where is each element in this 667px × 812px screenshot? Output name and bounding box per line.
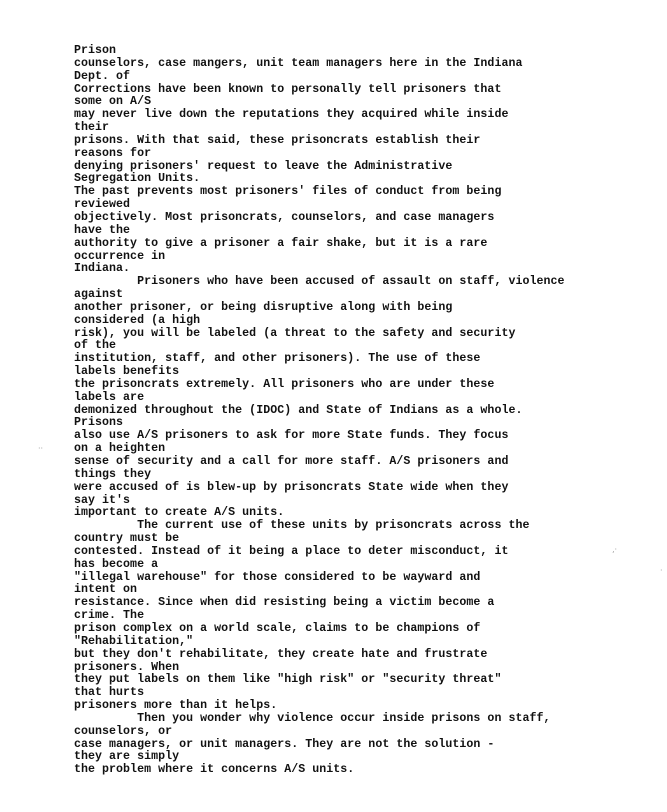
text-line: things they [74, 467, 152, 481]
text-line: considered (a high [74, 313, 201, 327]
text-line: important to create A/S units. [74, 506, 285, 520]
text-line: prisoners. When [74, 660, 180, 674]
text-line: some on A/S [74, 95, 152, 109]
document-body [74, 45, 654, 777]
text-line: occurrence in [74, 249, 166, 263]
text-line: resistance. Since when did resisting being a victim become a [74, 596, 495, 610]
text-line: the problem where it concerns A/S units. [74, 763, 355, 777]
text-line: their [74, 121, 110, 135]
text-line: they are simply [74, 750, 180, 764]
text-line: case managers, or unit managers. They are not the solution - [74, 737, 495, 751]
text-line: sense of security and a call for more staff. A/S prisoners and [74, 455, 509, 468]
text-line: that hurts [74, 686, 145, 700]
text-line: on a heighten [74, 442, 166, 456]
text-line: reviewed [74, 198, 131, 212]
text-line: another prisoner, or being disruptive along with being [74, 300, 453, 314]
text-line: crime. The [74, 609, 145, 623]
text-line: intent on [74, 583, 138, 597]
text-line: demonized throughout the (IDOC) and State of Indians as a whole. [74, 403, 523, 417]
text-line: "Rehabilitation," [74, 634, 194, 648]
text-line: say it's [74, 493, 131, 507]
text-line: have the [74, 223, 131, 237]
text-line: Dept. of [74, 69, 131, 83]
text-line: Corrections have been known to personally tell prisoners that [74, 82, 502, 96]
text-line: "illegal warehouse" for those considered to be wayward and [74, 570, 481, 584]
text-line: counselors, case mangers, unit team managers here in the Indiana [74, 56, 523, 70]
text-line: risk), you will be labeled (a threat to the safety and security [74, 326, 516, 340]
text-line: country must be [74, 532, 180, 546]
text-line: contested. Instead of it being a place to deter misconduct, it [74, 544, 509, 558]
text-line: institution, staff, and other prisoners). The use of these [74, 352, 481, 366]
text-line: authority to give a prisoner a fair shake, but it is a rare [74, 236, 488, 250]
text-line: The past prevents most prisoners' files of conduct from being [74, 185, 502, 199]
text-line: Prisoners who have been accused of assault on staff, violence [74, 275, 565, 289]
text-line: of the [74, 339, 117, 353]
text-line: Segregation Units. [74, 172, 201, 186]
text-line: Indiana. [74, 262, 131, 276]
scan-speck: ·· [38, 444, 44, 453]
text-line: also use A/S prisoners to ask for more State funds. They focus [74, 429, 509, 443]
text-line: against [74, 288, 124, 302]
text-line: the prisoncrats extremely. All prisoners who are under these [74, 377, 495, 391]
text-line: labels benefits [74, 365, 180, 379]
text-line: prisons. With that said, these prisoncrats establish their [74, 133, 481, 147]
text-line: The current use of these units by prisoncrats across the [74, 519, 530, 533]
text-line: has become a [74, 557, 159, 571]
text-line: reasons for [74, 146, 152, 160]
text-line: prison complex on a world scale, claims to be champions of [74, 621, 481, 635]
text-line: counselors, or [74, 724, 173, 738]
text-line: were accused of is blew-up by prisoncrats State wide when they [74, 480, 509, 494]
text-line: prisoners more than it helps. [74, 699, 278, 713]
text-line: may never live down the reputations they acquired while inside [74, 108, 509, 122]
text-line: they put labels on them like "high risk" or "security threat" [74, 673, 502, 687]
text-line: objectively. Most prisoncrats, counselors, and case managers [74, 210, 495, 224]
text-line: but they don't rehabilitate, they create hate and frustrate [74, 647, 488, 661]
text-line: denying prisoners' request to leave the Administrative [74, 159, 453, 173]
text-line: Then you wonder why violence occur inside prisons on staff, [74, 711, 551, 725]
scan-speck: · [660, 566, 663, 575]
text-line: Prisons [74, 416, 124, 430]
scan-speck: ‚· [612, 545, 618, 554]
text-line: Prison [74, 44, 117, 57]
text-line: labels are [74, 390, 145, 404]
